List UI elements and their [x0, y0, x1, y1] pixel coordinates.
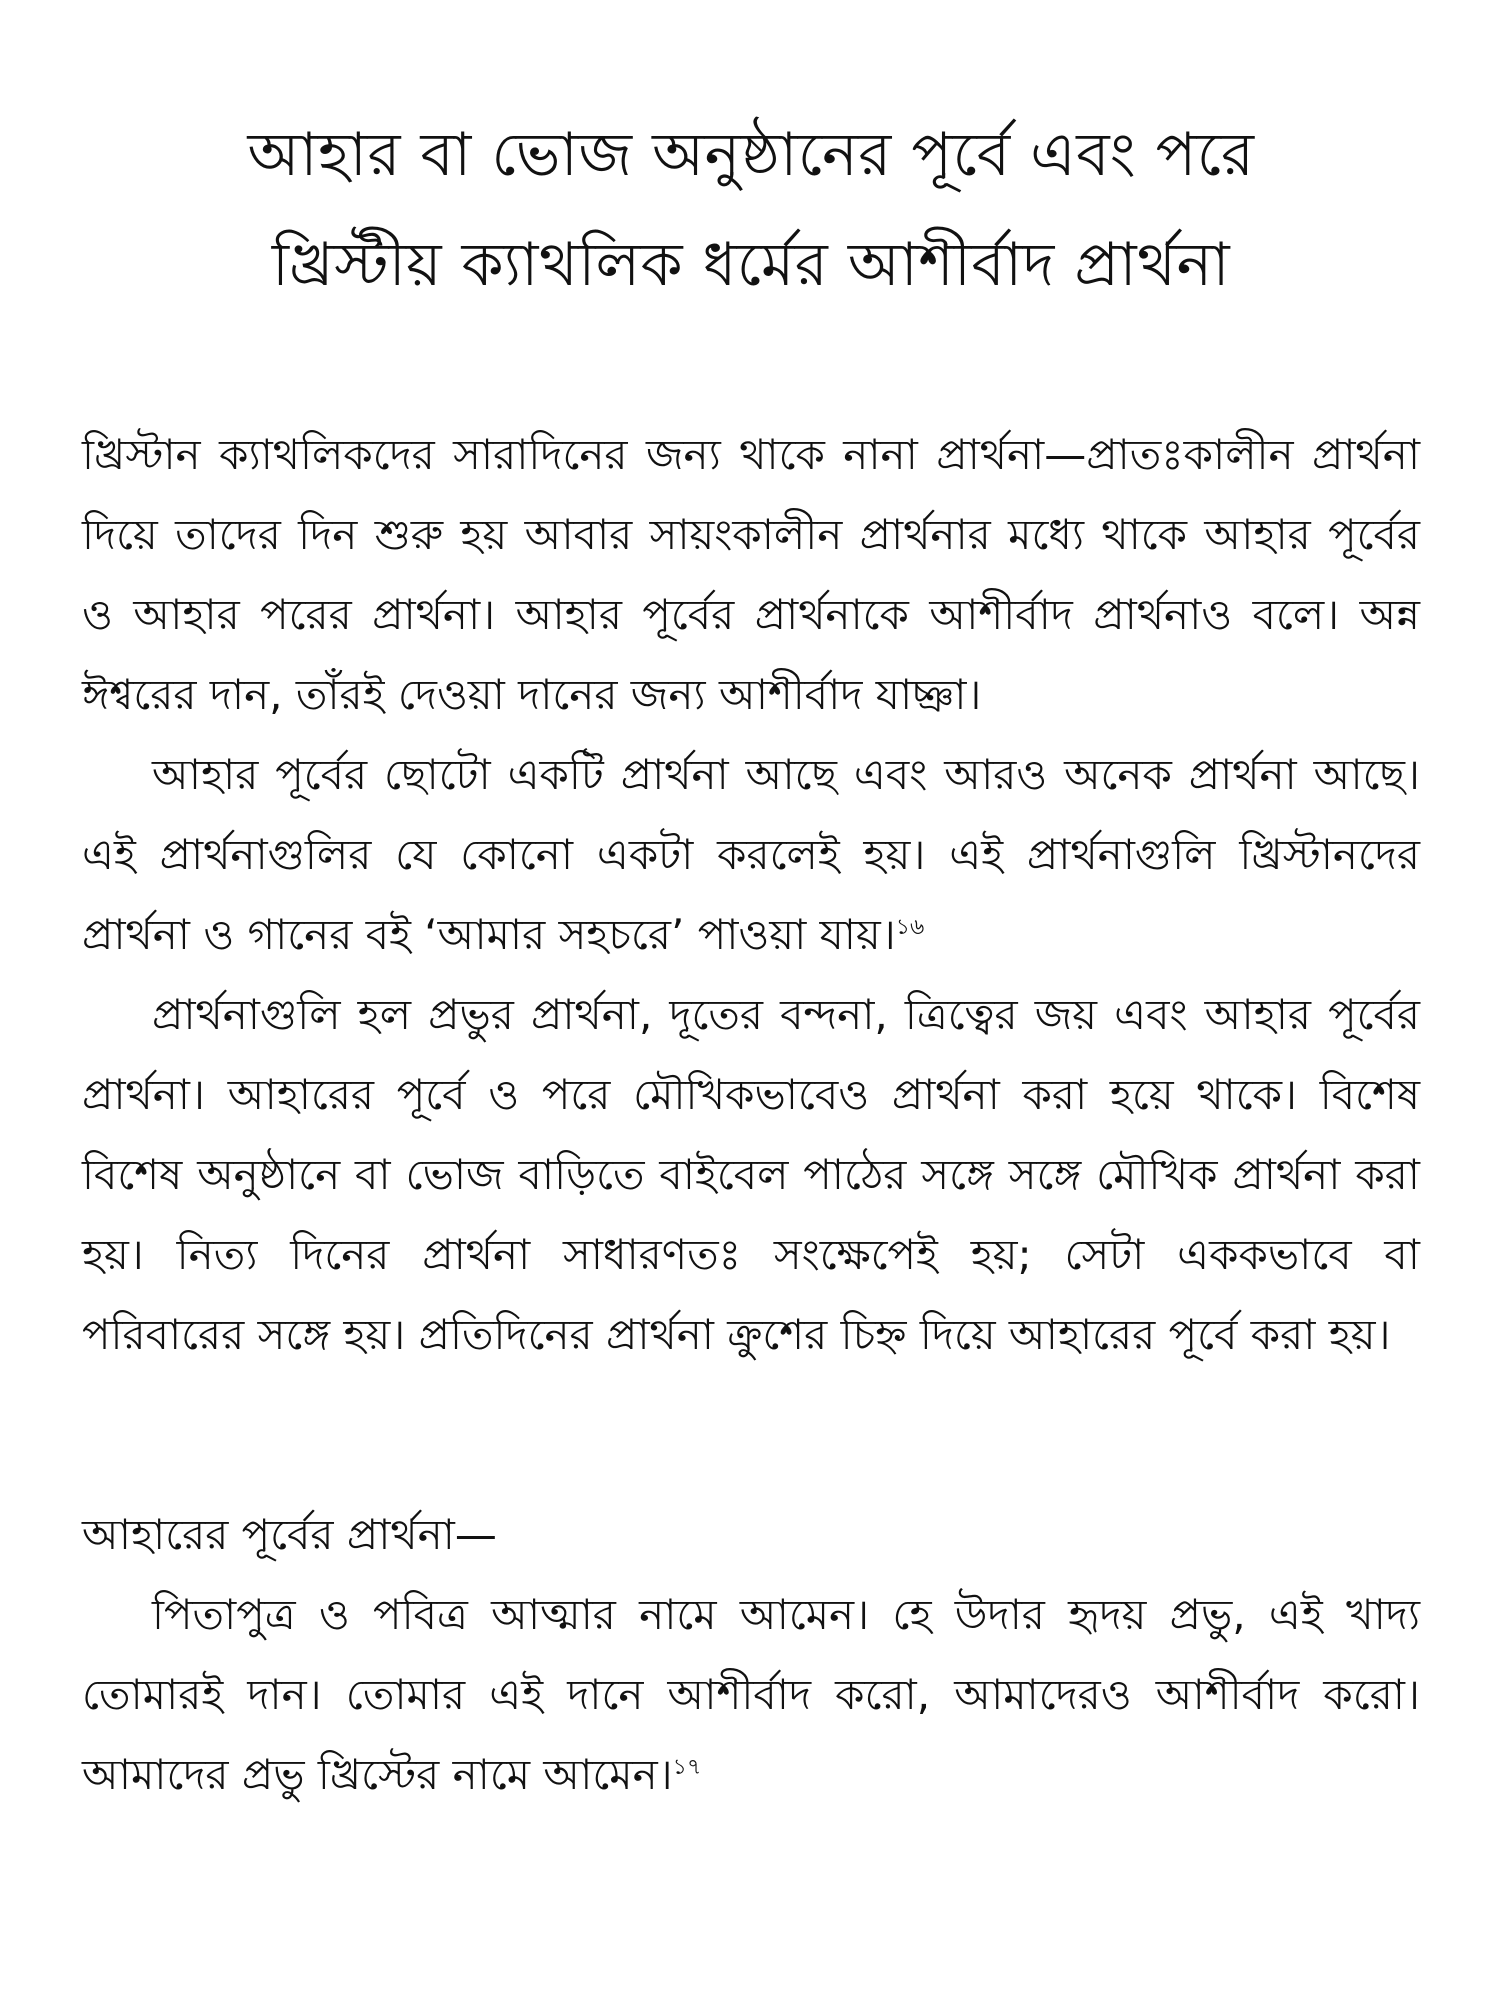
title-line-1: আহার বা ভোজ অনুষ্ঠানের পূর্বে এবং পরে [247, 120, 1255, 190]
title-block [82, 100, 1420, 320]
paragraph-2 [82, 735, 1420, 975]
prayer-text-block [82, 1575, 1420, 1815]
footnote-16: ১৬ [895, 915, 925, 940]
body-text [82, 415, 1420, 1375]
prayer-text: পিতাপুত্র ও পবিত্র আত্মার নামে আমেন। হে উদার হৃদয় প্রভু, এই খাদ্য তোমারই দান। তোমার এই দানে আশীর্বাদ করো, আমাদেরও আশীর্বাদ করো। আমাদের প্রভু খ্রিস্টের নামে আমেন। [82, 1590, 1420, 1799]
paragraph-3 [82, 975, 1420, 1375]
paragraph-1-text: খ্রিস্টান ক্যাথলিকদের সারাদিনের জন্য থাকে নানা প্রার্থনা—প্রাতঃকালীন প্রার্থনা দিয়ে তাদের দিন শুরু হয় আবার সায়ংকালীন প্রার্থনার মধ্যে থাকে আহার পূর্বের ও আহার পরের প্রার্থনা। আহার পূর্বের প্রার্থনাকে আশীর্বাদ প্রার্থনাও বলে। অন্ন ঈশ্বরের দান, তাঁরই দেওয়া দানের জন্য আশীর্বাদ যাচ্ঞা। [82, 430, 1420, 719]
section-subheading: আহারের পূর্বের প্রার্থনা— [82, 1510, 497, 1559]
prayer-paragraph [82, 1575, 1420, 1815]
paragraph-3-text: প্রার্থনাগুলি হল প্রভুর প্রার্থনা, দূতের বন্দনা, ত্রিত্বের জয় এবং আহার পূর্বের প্রার্থনা। আহারের পূর্বে ও পরে মৌখিকভাবেও প্রার্থনা করা হয়ে থাকে। বিশেষ বিশেষ অনুষ্ঠানে বা ভোজ বাড়িতে বাইবেল পাঠের সঙ্গে সঙ্গে মৌখিক প্রার্থনা করা হয়। নিত্য দিনের প্রার্থনা সাধারণতঃ সংক্ষেপেই হয়; সেটা এককভাবে বা পরিবারের সঙ্গে হয়। প্রতিদিনের প্রার্থনা ক্রুশের চিহ্ন দিয়ে আহারের পূর্বে করা হয়। [82, 990, 1420, 1359]
title-line-2: খ্রিস্টীয় ক্যাথলিক ধর্মের আশীর্বাদ প্রার্থনা [271, 230, 1231, 300]
paragraph-2-text: আহার পূর্বের ছোটো একটি প্রার্থনা আছে এবং আরও অনেক প্রার্থনা আছে। এই প্রার্থনাগুলির যে কোনো একটা করলেই হয়। এই প্রার্থনাগুলি খ্রিস্টানদের প্রার্থনা ও গানের বই ‘আমার সহচরে’ পাওয়া যায়। [82, 750, 1420, 959]
footnote-17: ১৭ [672, 1755, 702, 1780]
paragraph-1 [82, 415, 1420, 735]
